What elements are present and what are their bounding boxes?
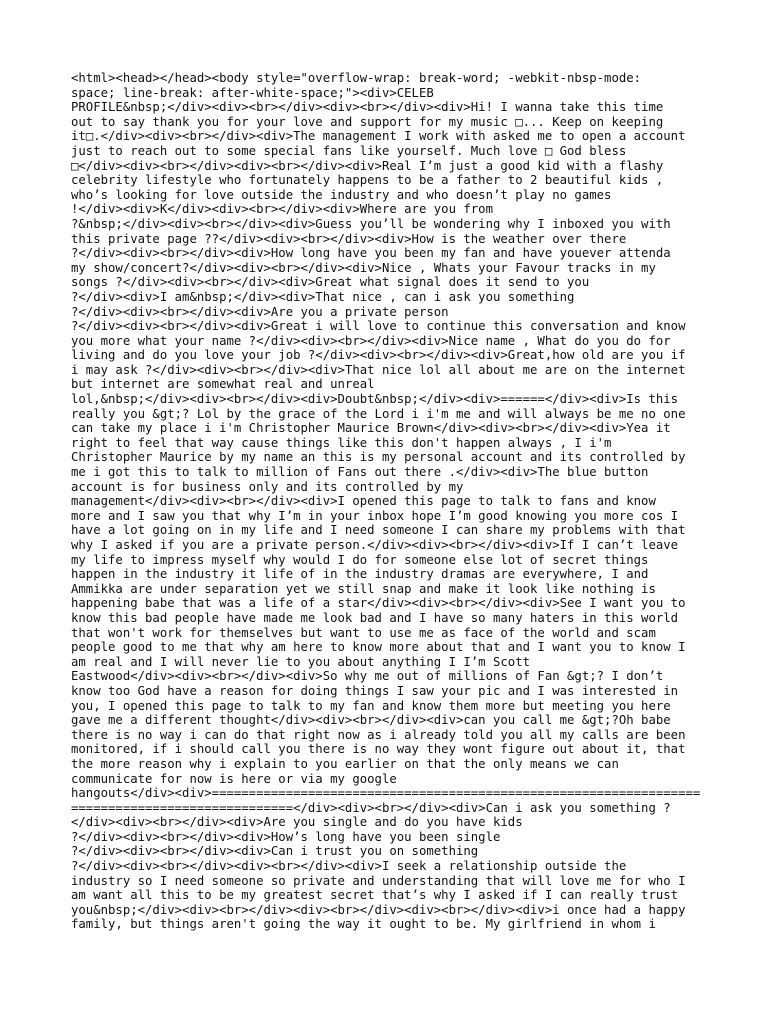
document-line: ?</div><div><br></div><div>Great i will love to continue this conversation and know (71, 319, 686, 334)
document-line: that won't work for themselves but want to use me as face of the world and scam (71, 625, 656, 640)
document-line: why I asked if you are a private person.</div><div><br></div><div>If I can’t leave (71, 538, 679, 552)
document-line: out to say thank you for your love and support for my music □... Keep on keeping (71, 114, 664, 129)
document-line: PROFILE&nbsp;</div><div><br></div><div><br></div><div>Hi! I wanna take this time (71, 100, 664, 115)
document-line: !</div><div>K</div><div><br></div><div>Where are you from (71, 202, 493, 217)
document-line: know this bad people have made me look bad and I have so many haters in this world (71, 610, 679, 625)
document-line: know too God have a reason for doing things I saw your pic and I was interested in (71, 683, 679, 698)
document-line: really you &gt;? Lol by the grace of the Lord i i'm me and will always be me no one (71, 406, 686, 421)
document-line: it□.</div><div><br></div><div>The management I work with asked me to open a account (71, 129, 686, 144)
document-line: space; line-break: after-white-space;"><div>CELEB (71, 85, 434, 100)
document-line: hangouts</div><div>================================================================== (71, 786, 701, 801)
document-line: right to feel that way cause things like this don't happen always , I i'm (71, 435, 612, 450)
document-line: family, but things aren't going the way it ought to be. My girlfriend in whom i (71, 917, 656, 932)
document-line: ?</div><div>I am&nbsp;</div><div>That nice , can i ask you something (71, 289, 575, 304)
document-line: ?&nbsp;</div><div><br></div><div>Guess you’ll be wondering why I inboxed you with (71, 216, 671, 231)
document-line: </div><div><br></div><div>Are you single and do you have kids (71, 815, 523, 830)
document-line: ?</div><div><br></div><div>Are you a private person (71, 304, 449, 319)
document-line: my life to impress myself why would I do for someone else lot of secret things (71, 552, 649, 567)
document-line: you&nbsp;</div><div><br></div><div><br></div><div><br></div><div>i once had a happy (71, 902, 686, 917)
document-line: gave me a different thought</div><div><br></div><div>can you call me &gt;?Oh babe (71, 713, 671, 728)
document-line: communicate for now is here or via my google (71, 771, 397, 786)
document-line: am want all this to be my greatest secret that’s why I asked if I can really trust (71, 888, 679, 903)
document-line: can take my place i i'm Christopher Maurice Brown</div><div><br></div><div>Yea it (71, 421, 671, 436)
document-line: my show/concert?</div><div><br></div><div>Nice , Whats your Favour tracks in my (71, 260, 656, 275)
document-line: management</div><div><br></div><div>I opened this page to talk to fans and know (71, 494, 656, 509)
document-line: people good to me that why am here to know more about that and I want you to know I (71, 640, 686, 655)
document-line: who’s looking for love outside the industry and who doesn’t play no games (71, 187, 612, 202)
document-line: Eastwood</div><div><br></div><div>So why me out of millions of Fan &gt;? I don’t (71, 669, 664, 684)
document-line: you more what your name ?</div><div><br></div><div>Nice name , What do you do for (71, 333, 671, 348)
document-line: have a lot going on in my life and I need someone I can share my problems with that (71, 523, 686, 538)
document-line: ?</div><div><br></div><div>How long have you been my fan and have youever attenda (71, 246, 671, 261)
document-line: songs ?</div><div><br></div><div>Great what signal does it send to you (71, 275, 590, 290)
document-line: but internet are somewhat real and unreal (71, 377, 375, 392)
document-line: ==============================</div><div><br></div><div>Can i ask you something ? (71, 800, 671, 815)
document-line: just to reach out to some special fans like yourself. Much love □ God bless (71, 143, 627, 158)
document-line: ?</div><div><br></div><div><br></div><div>I seek a relationship outside the (71, 859, 627, 874)
document-line: ?</div><div><br></div><div>Can i trust you on something (71, 844, 479, 859)
document-line: there is no way i can do that right now as i already told you all my calls are been (71, 727, 686, 742)
document-line: account is for business only and its controlled by my (71, 479, 464, 494)
document-line: me i got this to talk to million of Fans out there .</div><div>The blue button (71, 465, 649, 480)
document-line: more and I saw you that why I’m in your inbox hope I’m good knowing you more cos I (71, 508, 679, 523)
document-line: i may ask ?</div><div><br></div><div>That nice lol all about me are on the internet (71, 362, 686, 377)
document-line: Christopher Maurice by my name an this is my personal account and its controlled by (71, 450, 686, 465)
document-line: am real and I will never lie to you about anything I I’m Scott (71, 654, 531, 669)
document-line: happening babe that was a life of a star</div><div><br></div><div>See I want you to (71, 596, 686, 611)
document-line: you, I opened this page to talk to my fan and know them more but meeting you here (71, 698, 671, 713)
document-line: this private page ??</div><div><br></div><div>How is the weather over there (71, 231, 627, 246)
document-line: □</div><div><br></div><div><br></div><div>Real I’m just a good kid with a flashy (71, 158, 664, 173)
document-line: industry so I need someone so private and understanding that will love me for who I (71, 873, 686, 888)
document-line: happen in the industry it life of in the industry dramas are everywhere, I and (71, 567, 649, 582)
document-line: celebrity lifestyle who fortunately happens to be a father to 2 beautiful kids , (71, 173, 664, 188)
document-line: monitored, if i should call you there is no way they wont figure out about it, that (71, 742, 686, 757)
document-line: Ammikka are under separation yet we still snap and make it look like nothing is (71, 581, 656, 596)
document-page (71, 71, 701, 932)
document-line: ?</div><div><br></div><div>How’s long have you been single (71, 829, 501, 844)
document-line: lol,&nbsp;</div><div><br></div><div>Doubt&nbsp;</div><div>======</div><div>Is this (71, 392, 679, 407)
document-line: the more reason why i explain to you earlier on that the only means we can (71, 756, 619, 771)
document-line: <html><head></head><body style="overflow-wrap: break-word; -webkit-nbsp-mode: (71, 71, 642, 85)
document-line: living and do you love your job ?</div><div><br></div><div>Great,how old are you if (71, 348, 686, 363)
